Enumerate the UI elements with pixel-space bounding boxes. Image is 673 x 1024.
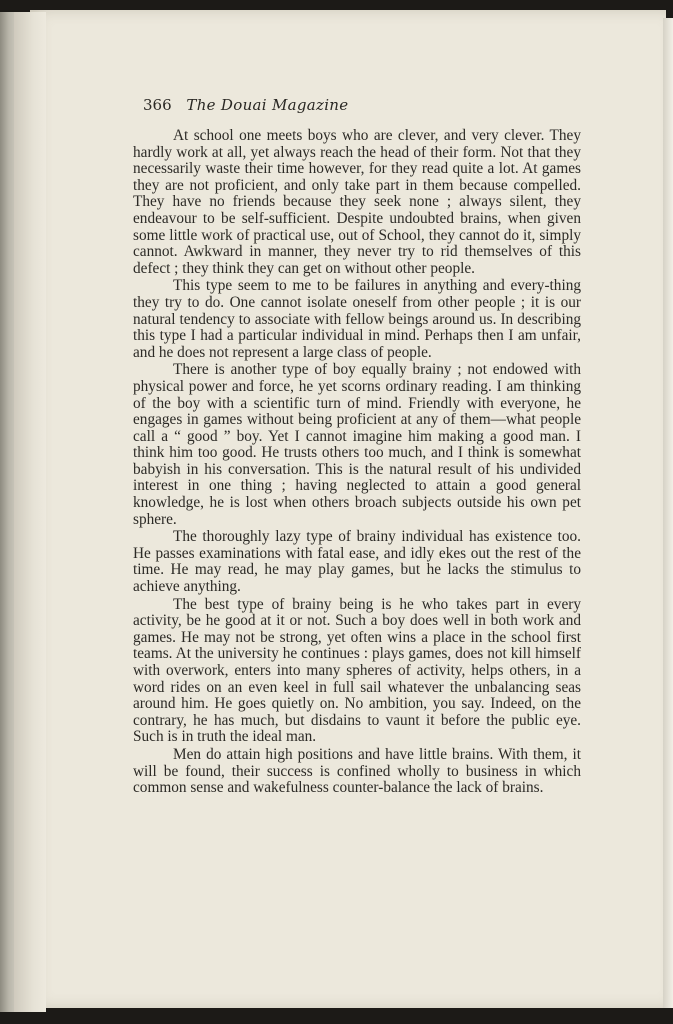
paragraph: At school one meets boys who are clever, and very clever. They hardly work at all, yet always reach the head of their form. Not that they necessarily waste their time however, for they read quite a lot. At games they are not proficient, and only take part in them because compelled. They have no friends because they seek none ; always silent, they endeavour to be self-sufficient. Despite undoubted brains, when given some little work of practical use, out of School, they cannot do it, simply cannot. Awkward in manner, they never try to rid themselves of this defect ; they think they can get on without other people.	[133, 127, 581, 277]
running-header	[143, 96, 348, 114]
facing-page-edge	[663, 18, 673, 1008]
book-binding-shadow	[14, 12, 46, 1012]
running-title: The Douai Magazine	[186, 96, 349, 114]
paragraph: There is another type of boy equally brainy ; not endowed with physical power and force, he yet scorns ordinary reading. I am thinking of the boy with a scientific turn of mind. Friendly with everyone, he engages in games without being proficient at any of them—what people call a “ good ” boy. Yet I cannot imagine him making a good man. I think him too good. He trusts others too much, and I think is somewhat babyish in his conversation. This is the natural result of his undivided interest in one thing ; having neglected to attain a good general knowledge, he is lost when others broach subjects outside his own pet sphere.	[133, 361, 581, 528]
article-body	[133, 128, 581, 797]
page-number: 366	[143, 96, 172, 114]
paragraph: This type seem to me to be failures in anything and every-thing they try to do. One cannot isolate oneself from other people ; it is our natural tendency to associate with fellow beings around us. In describing this type I had a particular individual in mind. Perhaps then I am unfair, and he does not represent a large class of people.	[133, 277, 581, 361]
paragraph: Men do attain high positions and have little brains. With them, it will be found, their success is confined wholly to business in which common sense and wakefulness counter-balance the lack of brains.	[133, 745, 581, 797]
paragraph: The thoroughly lazy type of brainy individual has existence too. He passes examinations with fatal ease, and idly ekes out the rest of the time. He may read, he may play games, but he lacks the stimulus to achieve anything.	[133, 528, 581, 596]
paragraph: The best type of brainy being is he who takes part in every activity, be he good at it or not. Such a boy does well in both work and games. He may not be strong, yet often wins a place in the school first teams. At the university he continues : plays games, does not kill himself with overwork, enters into many spheres of activity, helps others, in a word rides on an even keel in full sail whatever the unbalancing seas around him. He goes quietly on. No ambition, you say. Indeed, on the contrary, he has much, but disdains to vaunt it before the public eye. Such is in truth the ideal man.	[133, 595, 581, 746]
